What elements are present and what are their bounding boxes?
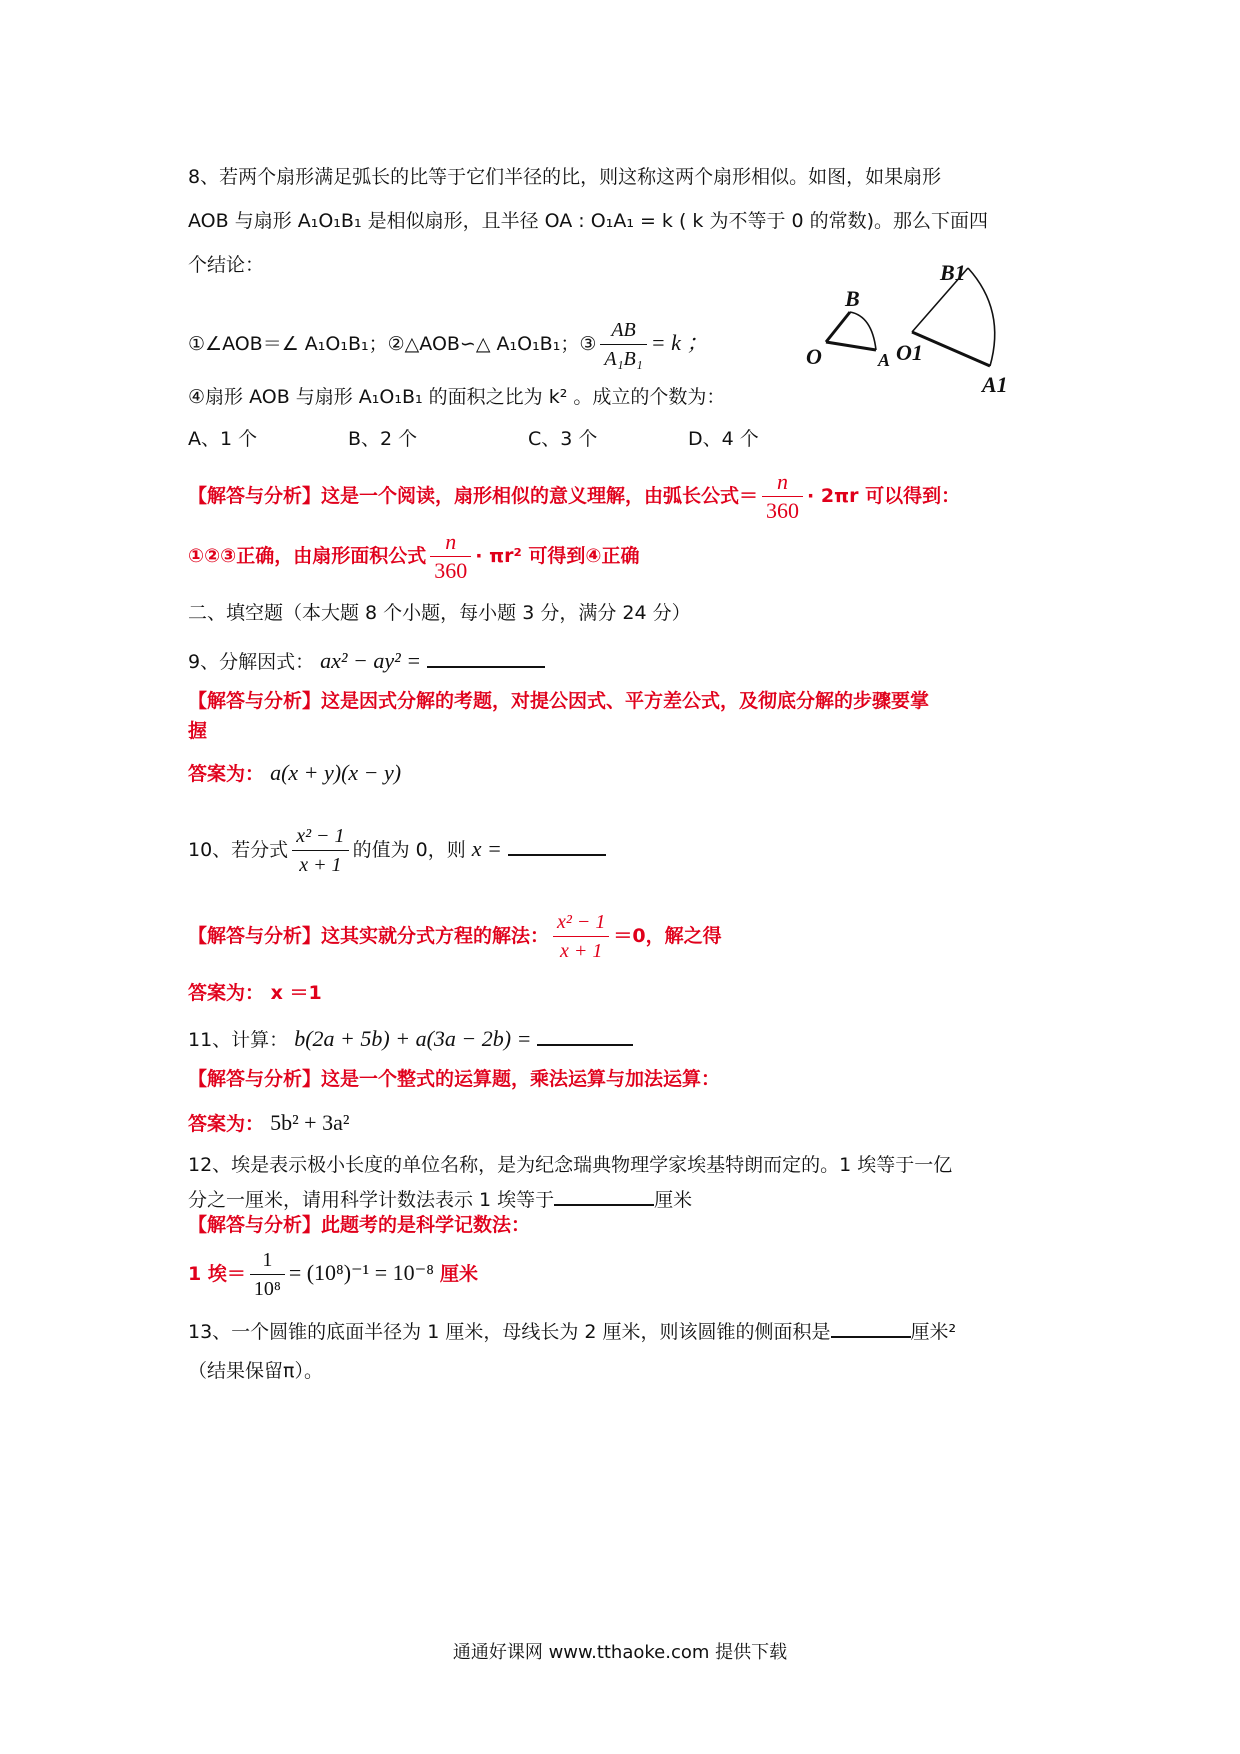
q12-line1: 12、埃是表示极小长度的单位名称，是为纪念瑞典物理学家埃基特朗而定的。1 埃等于一亿 (188, 1154, 953, 1176)
arc-length-fraction (762, 468, 803, 525)
option-d: D、4 个 (688, 428, 759, 450)
q12-answer-blank[interactable] (554, 1180, 654, 1206)
q8-ratio-equals: = k ； (650, 330, 709, 355)
q11-analysis: 【解答与分析】这是一个整式的运算题，乘法运算与加法运算： (188, 1068, 721, 1090)
q8-conclusions-1-3 (188, 316, 708, 373)
option-c: C、3 个 (528, 428, 598, 450)
arc-fraction-numerator: n (762, 468, 803, 497)
q10-analysis-numerator: x² − 1 (553, 908, 609, 937)
q9-analysis-line2: 握 (188, 720, 208, 742)
q11-answer-label: 答案为： (188, 1113, 265, 1135)
q12-calc-unit: 厘米 (440, 1263, 479, 1285)
q13-line1 (188, 1312, 956, 1347)
q11-prompt (188, 1020, 633, 1055)
q10-text-a: 10、若分式 (188, 839, 289, 861)
area-fraction-numerator: n (430, 528, 471, 557)
q8-conclusions-text: ①∠AOB＝∠ A₁O₁B₁；②△AOB∽△ A₁O₁B₁；③ (188, 333, 597, 355)
q11-answer (188, 1108, 349, 1139)
q8-ratio-denominator: A₁B₁ (604, 348, 643, 370)
option-b: B、2 个 (348, 428, 418, 450)
arc-fraction-denominator: 360 (766, 498, 800, 523)
q8-analysis-tail: · 2πr 可以得到： (807, 485, 961, 507)
q8-options (188, 424, 759, 454)
q9-answer (188, 758, 401, 789)
q8-line2: AOB 与扇形 A₁O₁B₁ 是相似扇形，且半径 OA : O₁A₁ = k ( k 为不等于 0 的常数)。那么下面四 (188, 210, 989, 232)
large-sector-radius-o1a1 (912, 332, 990, 366)
q10-answer-label: 答案为： (188, 982, 265, 1004)
label-b: B (845, 286, 860, 311)
small-sector-radius-ob (826, 312, 850, 342)
q11-text: 11、计算： (188, 1029, 289, 1051)
q10-fraction-denominator: x + 1 (299, 854, 342, 876)
q8-analysis-text: 【解答与分析】这是一个阅读，扇形相似的意义理解，由弧长公式＝ (188, 485, 759, 507)
q8-line5: ④扇形 AOB 与扇形 A₁O₁B₁ 的面积之比为 k² 。成立的个数为： (188, 386, 726, 408)
q9-answer-value: a(x + y)(x − y) (270, 760, 402, 785)
q11-answer-blank[interactable] (537, 1020, 633, 1046)
q8-line1: 8、若两个扇形满足弧长的比等于它们半径的比，则这称这两个扇形相似。如图，如果扇形 (188, 166, 942, 188)
q8-line3: 个结论： (188, 254, 265, 276)
section-2-heading: 二、填空题（本大题 8 个小题，每小题 3 分，满分 24 分） (188, 602, 691, 624)
q13-line2: （结果保留π）。 (188, 1360, 323, 1382)
q9-prompt (188, 642, 545, 677)
q10-analysis-fraction (553, 908, 609, 965)
q12-fraction-denominator: 10⁸ (253, 1278, 281, 1300)
option-a: A、1 个 (188, 428, 258, 450)
q13-answer-blank[interactable] (831, 1312, 911, 1338)
q10-answer (188, 978, 322, 1008)
q9-answer-blank[interactable] (427, 642, 545, 668)
q8-analysis-line1 (188, 468, 960, 525)
q10-analysis-text: 【解答与分析】这其实就分式方程的解法： (188, 925, 550, 947)
q10-answer-value: x ＝1 (270, 982, 322, 1004)
q10-variable: x = (471, 836, 502, 861)
q10-analysis-denominator: x + 1 (560, 940, 603, 962)
label-a: A (878, 350, 891, 370)
q10-analysis (188, 908, 722, 965)
q9-text: 9、分解因式： (188, 651, 315, 673)
q10-analysis-tail: ＝0，解之得 (613, 925, 722, 947)
similar-sectors-diagram (800, 250, 1060, 450)
area-fraction (430, 528, 471, 585)
q8-analysis-line2 (188, 528, 640, 585)
q8-ratio-fraction (600, 316, 646, 373)
q10-text-b: 的值为 0，则 (352, 839, 466, 861)
q13-text: 13、一个圆锥的底面半径为 1 厘米，母线长为 2 厘米，则该圆锥的侧面积是 (188, 1321, 831, 1343)
label-a1: A1 (982, 372, 1008, 397)
q8-ratio-numerator: AB (600, 316, 646, 345)
q11-answer-value: 5b² + 3a² (270, 1110, 350, 1135)
q12-calc-result: = (10⁸)⁻¹ = 10⁻⁸ (288, 1260, 434, 1285)
q10-prompt (188, 822, 606, 879)
label-o1: O1 (896, 340, 923, 365)
small-sector-radius-oa (826, 342, 876, 350)
large-sector-arc (968, 268, 995, 366)
q8-analysis2-text: ①②③正确，由扇形面积公式 (188, 545, 427, 567)
q10-answer-blank[interactable] (508, 830, 606, 856)
q10-fraction (292, 822, 348, 879)
q9-expression: ax² − ay² = (320, 648, 422, 673)
q9-analysis-line1: 【解答与分析】这是因式分解的考题，对提公因式、平方差公式，及彻底分解的步骤要掌 (188, 690, 930, 712)
page-footer: 通通好课网 www.tthaoke.com 提供下载 (452, 1642, 788, 1663)
area-fraction-denominator: 360 (434, 558, 468, 583)
q12-unit: 厘米 (654, 1189, 693, 1211)
q12-fraction (250, 1246, 285, 1303)
q13-unit: 厘米² (910, 1321, 957, 1343)
q12-calculation (188, 1246, 478, 1303)
q9-answer-label: 答案为： (188, 763, 265, 785)
q10-fraction-numerator: x² − 1 (292, 822, 348, 851)
q11-expression: b(2a + 5b) + a(3a − 2b) = (294, 1026, 532, 1051)
q8-analysis2-tail: · πr² 可得到④正确 (475, 545, 640, 567)
q12-fraction-numerator: 1 (250, 1246, 285, 1275)
label-o: O (806, 344, 822, 369)
q12-analysis: 【解答与分析】此题考的是科学记数法： (188, 1214, 531, 1236)
q12-line2-text: 分之一厘米，请用科学计数法表示 1 埃等于 (188, 1189, 555, 1211)
label-b1: B1 (940, 260, 966, 285)
small-sector-arc (850, 312, 876, 350)
q12-calc-start: 1 埃＝ (188, 1263, 246, 1285)
small-sector (826, 312, 876, 350)
